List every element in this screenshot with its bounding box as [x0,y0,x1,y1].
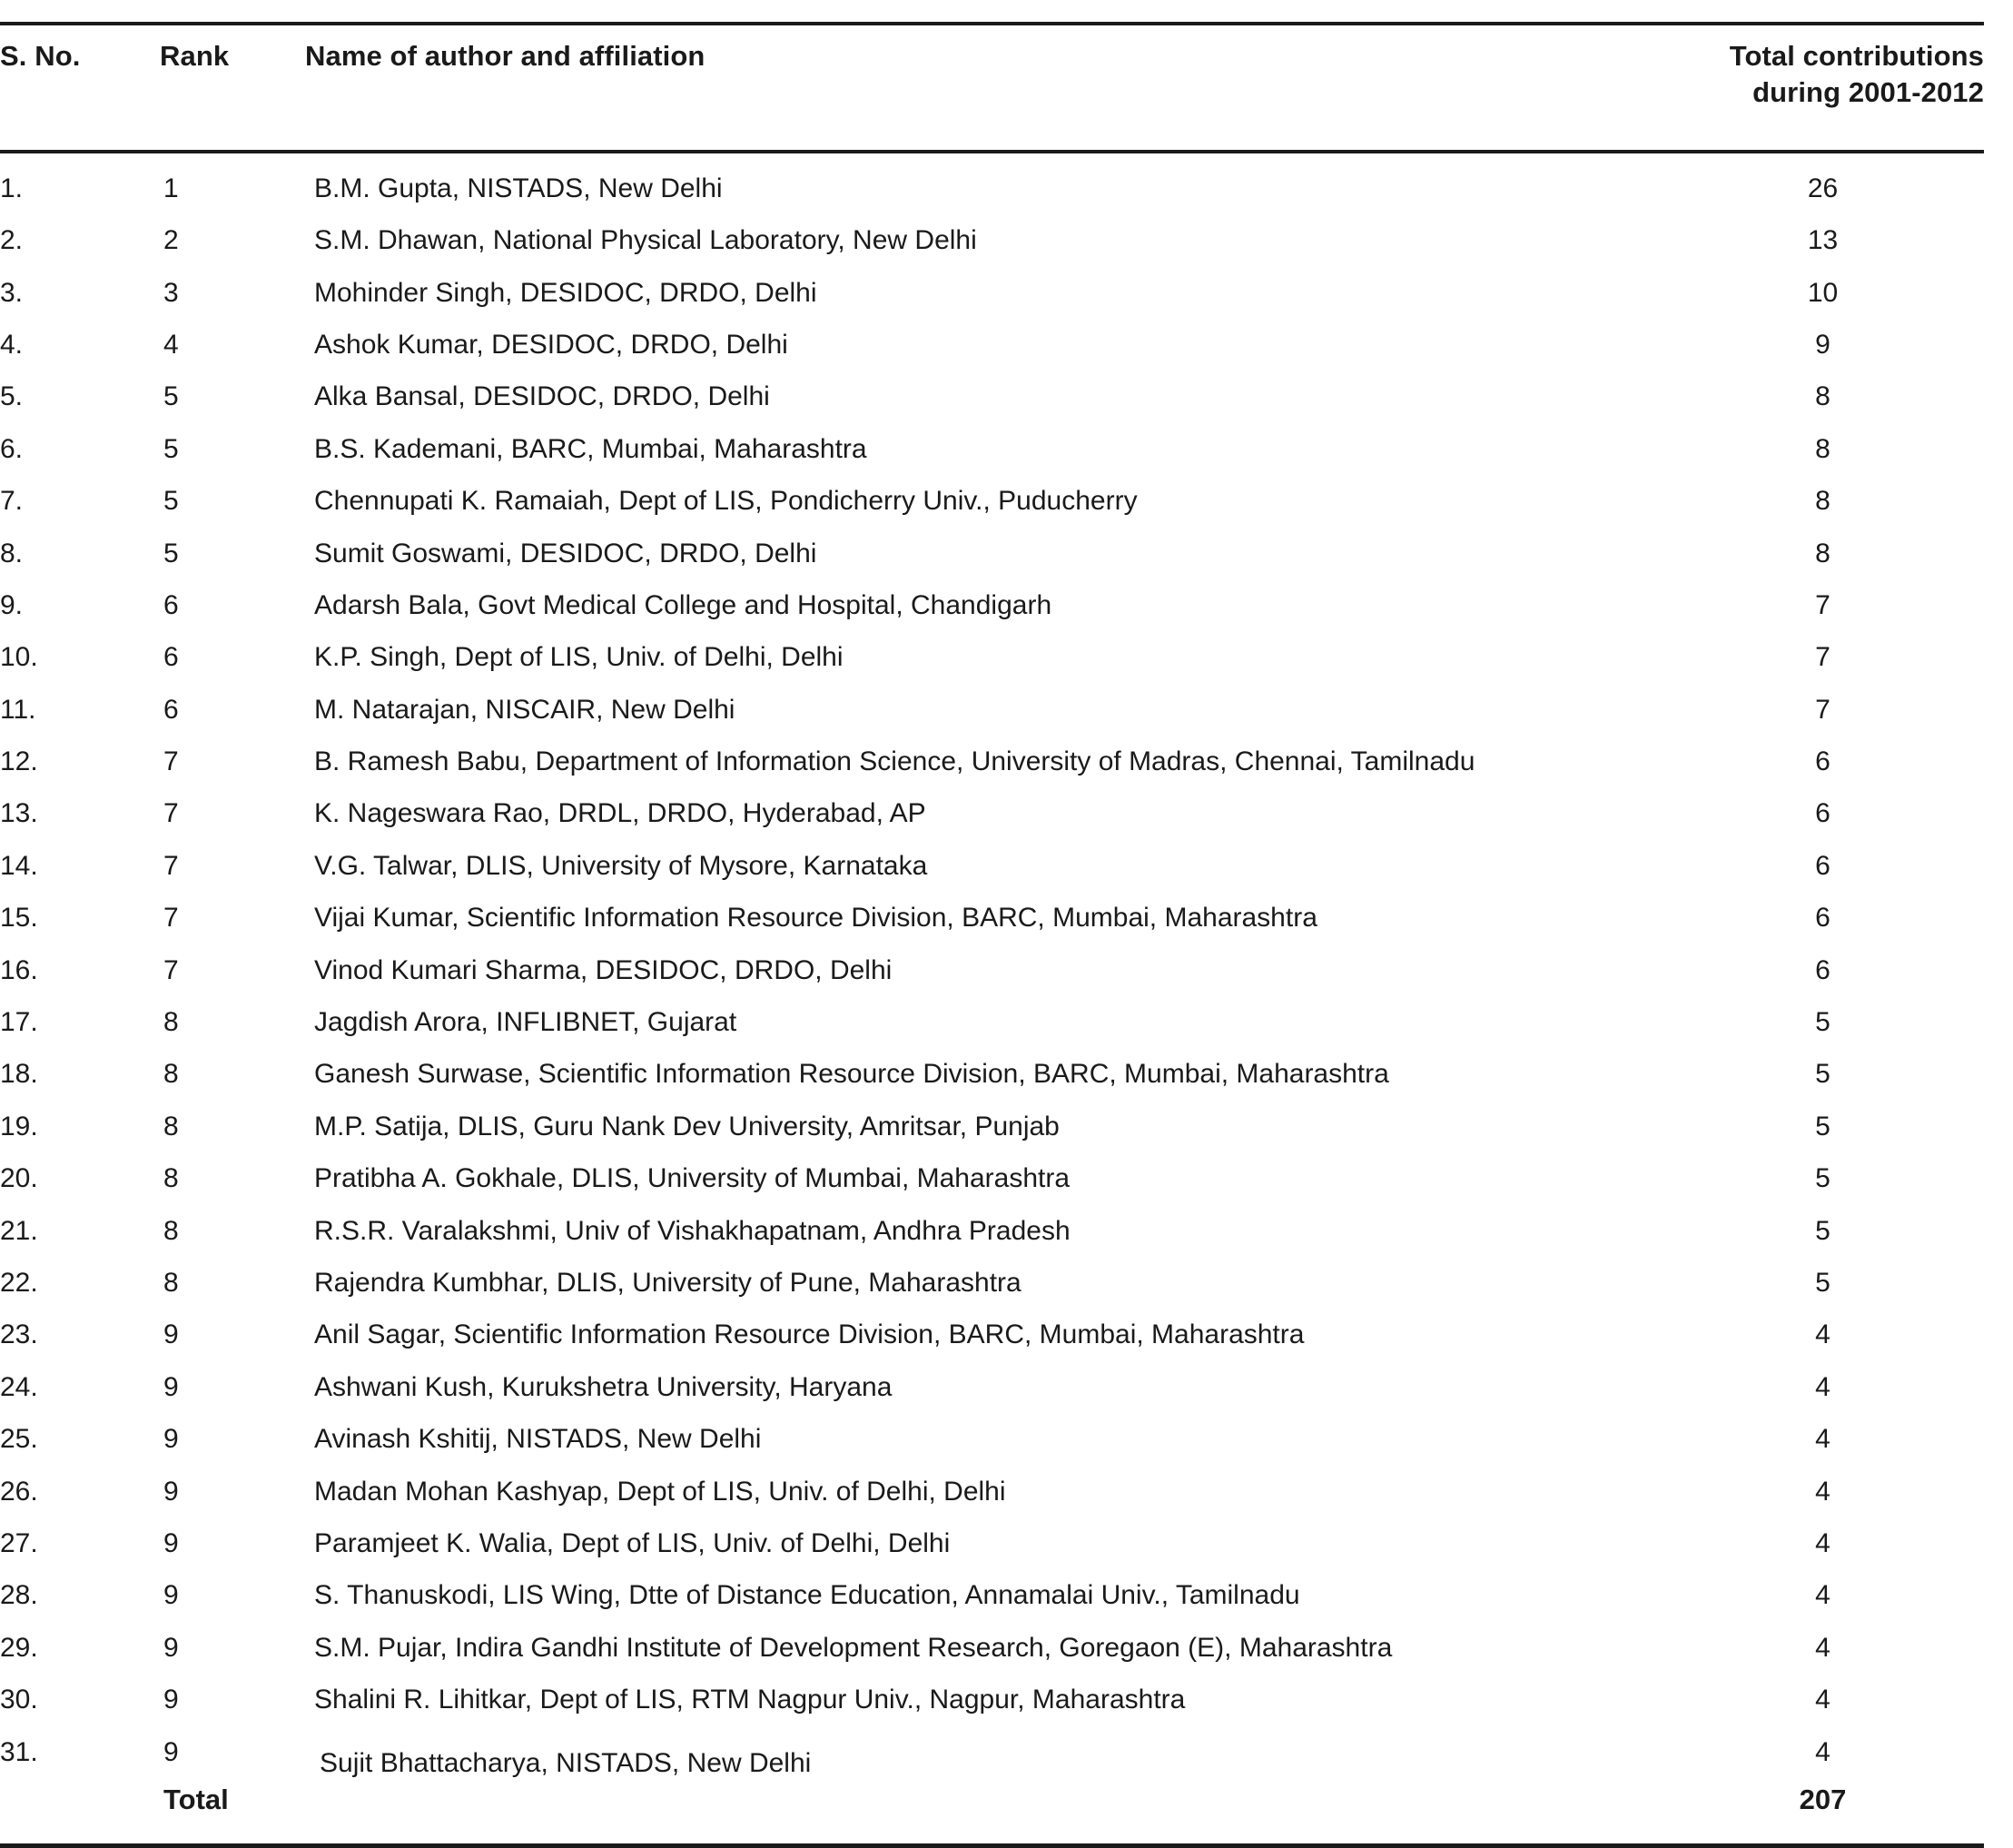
cell-rank: 9 [163,1685,179,1715]
cell-s-no: 6. [0,433,24,464]
cell-s-no: 29. [0,1632,38,1663]
cell-total: 4 [1815,1685,1830,1715]
table-row [0,267,1984,319]
column-header-total-line-1: Total contributions [1729,40,1984,72]
cell-rank: 2 [163,225,179,256]
cell-total: 7 [1815,694,1830,725]
table-head [0,24,1984,152]
cell-total: 6 [1815,798,1830,829]
column-header-name: Name of author and affiliation [305,24,1722,152]
table-row [0,1414,1984,1466]
cell-rank: 9 [163,1476,179,1507]
table-row [0,152,1984,214]
cell-name: Adarsh Bala, Govt Medical College and Hospital, Chandigarh [314,589,1052,620]
cell-name: Mohinder Singh, DESIDOC, DRDO, Delhi [314,277,817,308]
cell-rank: 5 [163,486,179,517]
cell-rank: 5 [163,433,179,464]
cell-total: 8 [1815,381,1830,412]
cell-rank: 8 [163,1007,179,1038]
cell-total: 10 [1807,277,1839,308]
column-header-s-no: S. No. [0,24,160,152]
cell-s-no: 21. [0,1215,38,1246]
table-row [0,997,1984,1049]
cell-total: 5 [1815,1059,1830,1090]
cell-total: 4 [1815,1476,1830,1507]
cell-name: R.S.R. Varalakshmi, Univ of Vishakhapatnam, Andhra Pradesh [314,1215,1071,1246]
cell-total: 4 [1815,1580,1830,1611]
cell-rank: 9 [163,1371,179,1402]
table-row [0,1726,1984,1778]
cell-s-no: 14. [0,850,38,881]
cell-rank: 7 [163,903,179,934]
cell-rank: 3 [163,277,179,308]
cell-s-no: 1. [0,173,24,203]
cell-name: Sumit Goswami, DESIDOC, DRDO, Delhi [314,538,817,568]
table-row [0,579,1984,631]
table-body [0,152,1984,1846]
column-header-total-contributions [1722,24,1984,152]
cell-s-no: 5. [0,381,24,412]
cell-rank: 8 [163,1111,179,1141]
cell-s-no: 31. [0,1736,38,1767]
cell-rank: 9 [163,1580,179,1611]
table-row [0,1675,1984,1726]
cell-name: S. Thanuskodi, LIS Wing, Dtte of Distance Education, Annamalai Univ., Tamilnadu [314,1580,1300,1611]
cell-s-no: 27. [0,1527,38,1558]
cell-s-no: 22. [0,1267,38,1298]
cell-name: B.S. Kademani, BARC, Mumbai, Maharashtra [314,433,867,464]
cell-s-no: 7. [0,486,24,517]
table-row [0,1570,1984,1622]
table-row [0,1622,1984,1674]
cell-rank: 9 [163,1736,179,1767]
cell-name: Shalini R. Lihitkar, Dept of LIS, RTM Nagpur Univ., Nagpur, Maharashtra [314,1685,1186,1715]
cell-rank: 9 [163,1319,179,1350]
cell-total: 4 [1815,1424,1830,1455]
cell-rank: 1 [163,173,179,203]
cell-name: Jagdish Arora, INFLIBNET, Gujarat [314,1007,737,1038]
table-row [0,528,1984,579]
cell-name: Sujit Bhattacharya, NISTADS, New Delhi [320,1747,812,1778]
table-row [0,944,1984,996]
table-row [0,788,1984,840]
table-row [0,632,1984,684]
table-row [0,1466,1984,1517]
cell-name: K.P. Singh, Dept of LIS, Univ. of Delhi, Delhi [314,642,844,673]
cell-total: 7 [1815,589,1830,620]
cell-rank: 5 [163,538,179,568]
cell-name: Vijai Kumar, Scientific Information Resource Division, BARC, Mumbai, Maharashtra [314,903,1317,934]
cell-rank: 6 [163,694,179,725]
cell-rank: 8 [163,1215,179,1246]
cell-total: 8 [1815,486,1830,517]
table-row [0,684,1984,736]
cell-name: Rajendra Kumbhar, DLIS, University of Pune, Maharashtra [314,1267,1021,1298]
table-row [0,423,1984,475]
cell-rank: 5 [163,381,179,412]
cell-name: Anil Sagar, Scientific Information Resource Division, BARC, Mumbai, Maharashtra [314,1319,1305,1350]
cell-name: K. Nageswara Rao, DRDL, DRDO, Hyderabad, AP [314,798,926,829]
cell-rank: 8 [163,1163,179,1194]
table-row [0,1309,1984,1361]
cell-name: Alka Bansal, DESIDOC, DRDO, Delhi [314,381,770,412]
cell-total-label: Total [160,1778,305,1846]
table-row [0,371,1984,423]
cell-name: V.G. Talwar, DLIS, University of Mysore, Karnataka [314,850,928,881]
cell-s-no: 20. [0,1163,38,1194]
cell-total: 4 [1815,1736,1830,1767]
table-row [0,1518,1984,1570]
cell-s-no: 3. [0,277,24,308]
cell-name: B.M. Gupta, NISTADS, New Delhi [314,173,723,203]
cell-name: M.P. Satija, DLIS, Guru Nank Dev University, Amritsar, Punjab [314,1111,1060,1141]
cell-name: B. Ramesh Babu, Department of Information Science, University of Madras, Chennai, Tamilnadu [314,746,1475,777]
table-row [0,1361,1984,1413]
cell-rank: 4 [163,329,179,360]
cell-rank: 9 [163,1632,179,1663]
cell-s-no: 17. [0,1007,38,1038]
cell-name: M. Natarajan, NISCAIR, New Delhi [314,694,735,725]
cell-s-no: 4. [0,329,24,360]
cell-rank: 9 [163,1424,179,1455]
table-row [0,1153,1984,1205]
cell-total: 9 [1815,329,1830,360]
table-row [0,1258,1984,1309]
cell-rank: 7 [163,746,179,777]
cell-rank: 9 [163,1527,179,1558]
cell-total: 4 [1815,1527,1830,1558]
table-row [0,840,1984,892]
cell-total: 4 [1815,1632,1830,1663]
cell-s-no: 30. [0,1685,38,1715]
cell-s-no: 2. [0,225,24,256]
cell-s-no: 18. [0,1059,38,1090]
table-row [0,1101,1984,1152]
cell-s-no: 28. [0,1580,38,1611]
cell-total: 4 [1815,1371,1830,1402]
cell-total: 8 [1815,433,1830,464]
cell-s-no: 12. [0,746,38,777]
cell-total: 5 [1815,1007,1830,1038]
cell-rank: 7 [163,850,179,881]
cell-total: 8 [1815,538,1830,568]
cell-name: Chennupati K. Ramaiah, Dept of LIS, Pondicherry Univ., Puducherry [314,486,1138,517]
cell-total: 5 [1815,1111,1830,1141]
cell-s-no: 24. [0,1371,38,1402]
cell-rank: 8 [163,1267,179,1298]
cell-s-no: 11. [0,694,36,725]
cell-s-no: 8. [0,538,24,568]
author-contributions-table [0,22,1984,1848]
cell-s-no: 25. [0,1424,38,1455]
cell-rank: 6 [163,642,179,673]
cell-total-s-no [0,1778,160,1846]
table-row [0,1205,1984,1257]
cell-name: Vinod Kumari Sharma, DESIDOC, DRDO, Delhi [314,954,893,985]
cell-s-no: 15. [0,903,38,934]
cell-rank: 6 [163,589,179,620]
table-header-row [0,24,1984,152]
table-row [0,320,1984,371]
cell-name: Pratibha A. Gokhale, DLIS, University of Mumbai, Maharashtra [314,1163,1071,1194]
cell-rank: 8 [163,1059,179,1090]
cell-name: Ashok Kumar, DESIDOC, DRDO, Delhi [314,329,788,360]
cell-total: 7 [1815,642,1830,673]
table-row [0,893,1984,944]
table-row [0,476,1984,528]
cell-name: Ashwani Kush, Kurukshetra University, Haryana [314,1371,893,1402]
cell-name: S.M. Dhawan, National Physical Laboratory, New Delhi [314,225,977,256]
cell-name: S.M. Pujar, Indira Gandhi Institute of Development Research, Goregaon (E), Maharashtra [314,1632,1393,1663]
cell-s-no: 13. [0,798,38,829]
cell-total: 4 [1815,1319,1830,1350]
cell-s-no: 9. [0,589,24,620]
cell-name: Avinash Kshitij, NISTADS, New Delhi [314,1424,762,1455]
cell-name: Paramjeet K. Walia, Dept of LIS, Univ. of Delhi, Delhi [314,1527,951,1558]
cell-total-value: 207 [1722,1778,1984,1846]
cell-s-no: 16. [0,954,38,985]
cell-total: 6 [1815,903,1830,934]
cell-s-no: 26. [0,1476,38,1507]
cell-s-no: 19. [0,1111,38,1141]
cell-name: Madan Mohan Kashyap, Dept of LIS, Univ. of Delhi, Delhi [314,1476,1006,1507]
cell-total: 6 [1815,954,1830,985]
cell-total: 6 [1815,746,1830,777]
cell-s-no: 23. [0,1319,38,1350]
table-row [0,736,1984,788]
table-row [0,1049,1984,1101]
cell-total: 13 [1807,225,1839,256]
cell-s-no: 10. [0,642,38,673]
cell-total: 6 [1815,850,1830,881]
table-row [0,215,1984,267]
cell-rank: 7 [163,954,179,985]
column-header-rank: Rank [160,24,305,152]
cell-total: 5 [1815,1215,1830,1246]
cell-total: 5 [1815,1163,1830,1194]
column-header-total-line-2: during 2001-2012 [1752,75,1984,108]
cell-total: 5 [1815,1267,1830,1298]
cell-total: 26 [1807,173,1839,203]
cell-rank: 7 [163,798,179,829]
cell-name: Ganesh Surwase, Scientific Information Resource Division, BARC, Mumbai, Maharashtra [314,1059,1389,1090]
